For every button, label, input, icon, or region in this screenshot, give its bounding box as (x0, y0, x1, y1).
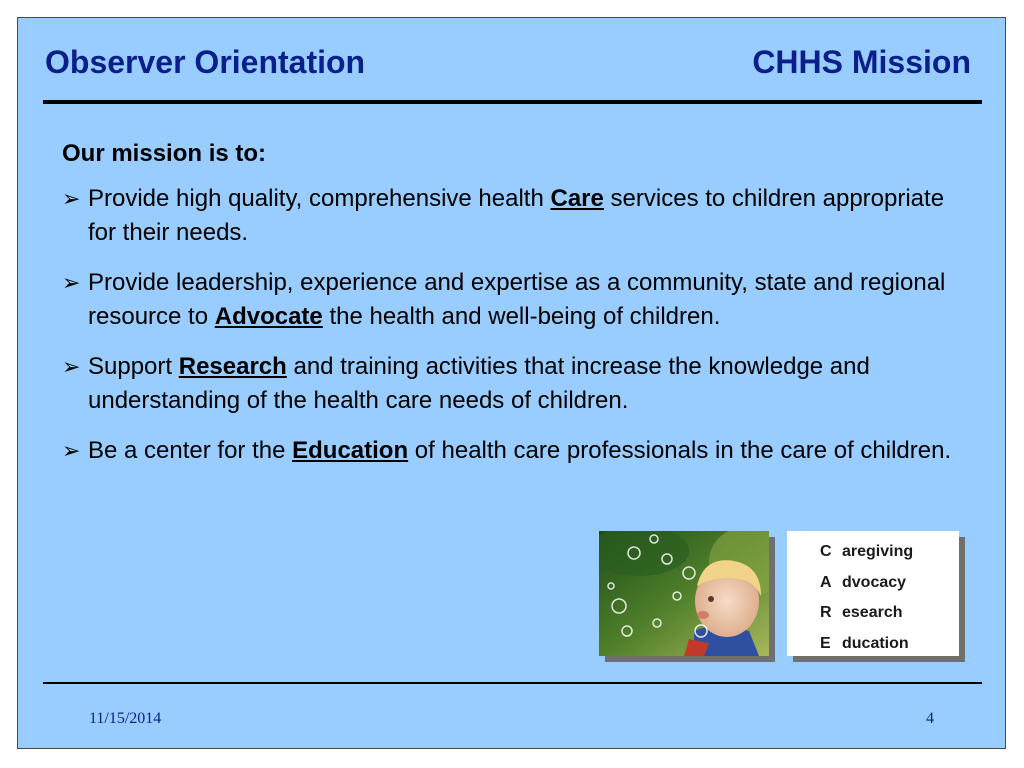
mission-bullet-advocate (62, 266, 972, 334)
keyword-advocate: Advocate (214, 303, 323, 330)
keyword-research: Research (178, 353, 287, 380)
keyword-care: Care (550, 185, 604, 212)
arrow-bullet-icon: ➢ (62, 354, 81, 379)
acronym-letter: E (820, 634, 831, 652)
keyword-education: Education (292, 437, 409, 464)
bullet-text: of health care professionals in the care of children. (408, 437, 952, 464)
slide-title-left: Observer Orientation (45, 44, 366, 80)
mission-content (62, 140, 972, 484)
slide (17, 17, 1006, 749)
bullet-text: Support (88, 353, 179, 380)
footer-date: 11/15/2014 (89, 710, 162, 727)
header-divider (43, 100, 982, 104)
acronym-row-research (820, 598, 959, 629)
mission-bullet-care (62, 182, 972, 250)
arrow-bullet-icon: ➢ (62, 270, 81, 295)
acronym-letter: A (820, 573, 832, 591)
arrow-bullet-icon: ➢ (62, 438, 81, 463)
page-number: 4 (926, 710, 934, 727)
child-with-bubbles-photo (599, 531, 769, 656)
bullet-text: and training activities that increase the knowledge and understanding of the health care needs of children. (88, 353, 870, 414)
mission-bullet-education (62, 434, 972, 468)
acronym-row-education (820, 629, 959, 660)
mission-intro: Our mission is to: (62, 140, 267, 167)
acronym-word: ducation (842, 634, 909, 652)
footer-divider (43, 682, 982, 684)
bullet-text: services to children appropriate for their needs. (88, 185, 945, 246)
acronym-word: aregiving (842, 543, 914, 560)
acronym-row-advocacy (820, 568, 959, 599)
bullet-text: Provide leadership, experience and expertise as a community, state and regional resource to (88, 269, 946, 330)
acronym-word: esearch (842, 604, 903, 621)
arrow-bullet-icon: ➢ (62, 186, 81, 211)
bullet-text: Be a center for the (88, 437, 293, 464)
slide-title-right: CHHS Mission (752, 44, 971, 80)
bullet-text: the health and well-being of children. (322, 303, 721, 330)
acronym-letter: C (820, 543, 832, 560)
acronym-row-caregiving (820, 537, 959, 568)
acronym-letter: R (820, 604, 832, 621)
care-acronym-box (787, 531, 959, 656)
acronym-word: dvocacy (842, 573, 907, 591)
bullet-text: Provide high quality, comprehensive health (88, 185, 551, 212)
mission-bullet-research (62, 350, 972, 418)
child-photo-illustration (599, 531, 769, 656)
